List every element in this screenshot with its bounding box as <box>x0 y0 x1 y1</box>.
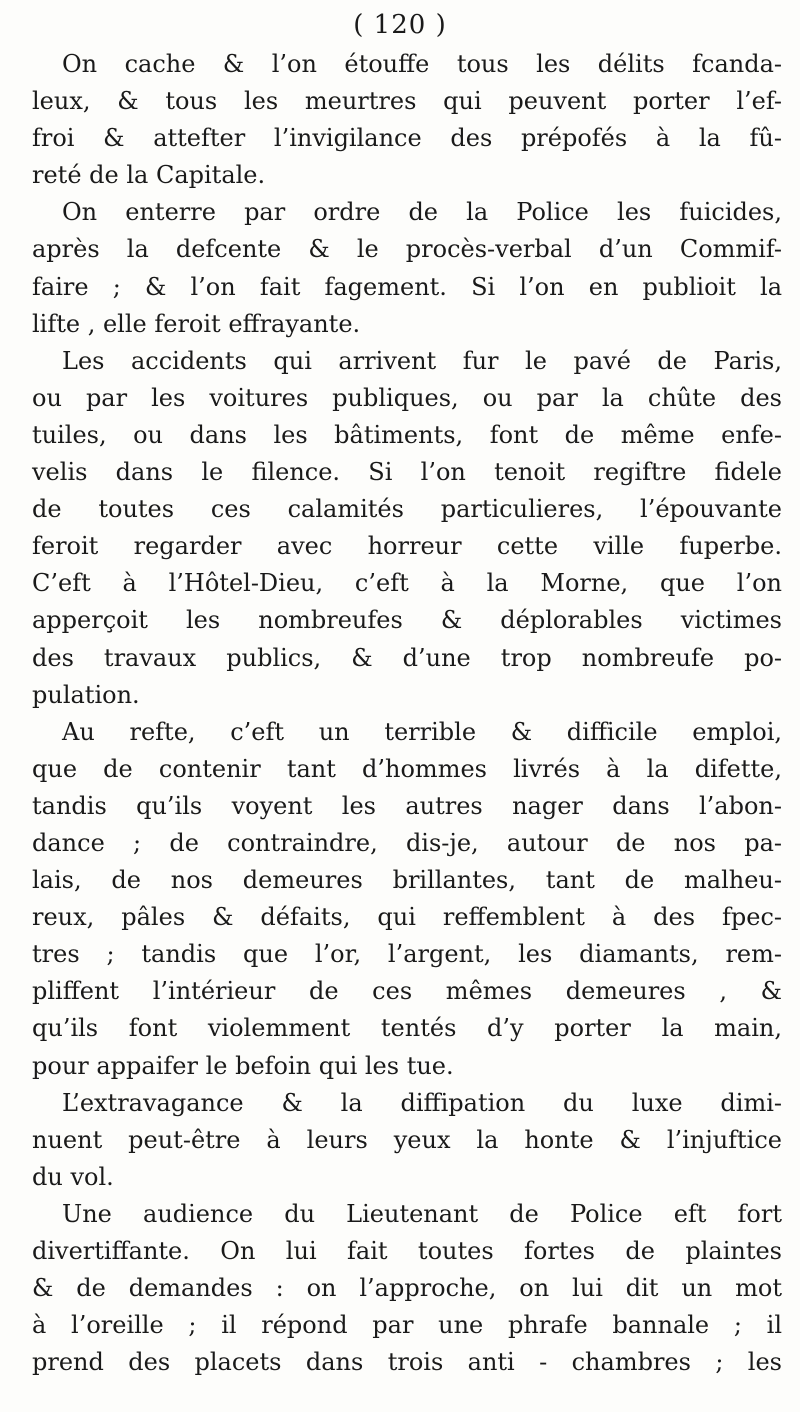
text-line: de toutes ces calamités particulieres, l’épouvante <box>32 495 782 524</box>
text-line: faire ; & l’on fait fagement. Si l’on en publioit la <box>32 272 782 301</box>
text-line: à l’oreille ; il répond par une phrafe bannale ; il <box>32 1311 782 1340</box>
text-line: Au refte, c’eft un terrible & difficile emploi, <box>62 717 782 746</box>
text-line: ou par les voitures publiques, ou par la chûte des <box>32 383 782 412</box>
text-line: divertiffante. On lui fait toutes fortes de plaintes <box>32 1237 782 1265</box>
body-text <box>32 46 782 1381</box>
text-line: qu’ils font violemment tentés d’y porter la main, <box>32 1014 782 1043</box>
text-line: apperçoit les nombreufes & déplorables victimes <box>32 606 782 635</box>
text-line: On cache & l’on étouffe tous les délits fcanda- <box>62 50 782 78</box>
text-line: tres ; tandis que l’or, l’argent, les diamants, rem- <box>32 940 782 969</box>
text-line: du vol. <box>32 1162 114 1191</box>
text-line: velis dans le filence. Si l’on tenoit regiftre fidele <box>32 458 782 487</box>
text-line: reux, pâles & défaits, qui reffemblent à des fpec- <box>32 903 782 932</box>
text-line: tuiles, ou dans les bâtiments, font de même enfe- <box>32 420 782 449</box>
text-line: nuent peut-être à leurs yeux la honte & l’injuftice <box>32 1125 782 1154</box>
text-line: froi & attefter l’invigilance des prépofés à la fû- <box>32 124 782 153</box>
text-line: tandis qu’ils voyent les autres nager dans l’abon- <box>32 791 782 820</box>
text-line: Une audience du Lieutenant de Police eft fort <box>62 1199 782 1228</box>
text-line: Les accidents qui arrivent fur le pavé de Paris, <box>62 346 782 375</box>
text-line: & de demandes : on l’approche, on lui dit un mot <box>32 1274 782 1303</box>
text-line: lais, de nos demeures brillantes, tant de malheu- <box>32 866 782 895</box>
text-line: pliffent l’intérieur de ces mêmes demeures , & <box>32 977 782 1006</box>
text-line: des travaux publics, & d’une trop nombreufe po- <box>32 643 782 672</box>
text-line: que de contenir tant d’hommes livrés à la difette, <box>32 754 782 783</box>
text-line: feroit regarder avec horreur cette ville fuperbe. <box>32 532 782 561</box>
text-line: leux, & tous les meurtres qui peuvent porter l’ef- <box>32 87 782 116</box>
text-line: dance ; de contraindre, dis-je, autour de nos pa- <box>32 828 782 857</box>
text-line: L’extravagance & la diffipation du luxe dimi- <box>62 1088 782 1117</box>
text-line: lifte , elle feroit effrayante. <box>32 309 361 338</box>
text-line: On enterre par ordre de la Police les fuicides, <box>62 198 782 227</box>
text-line: pulation. <box>32 680 140 709</box>
text-line: C’eft à l’Hôtel-Dieu, c’eft à la Morne, que l’on <box>32 569 782 598</box>
page-number: ( 120 ) <box>353 10 447 40</box>
text-line: pour appaifer le befoin qui les tue. <box>32 1051 454 1080</box>
text-line: reté de la Capitale. <box>32 161 266 190</box>
text-line: après la defcente & le procès-verbal d’un Commif- <box>32 235 782 264</box>
text-line: prend des placets dans trois anti - chambres ; les <box>32 1348 782 1377</box>
